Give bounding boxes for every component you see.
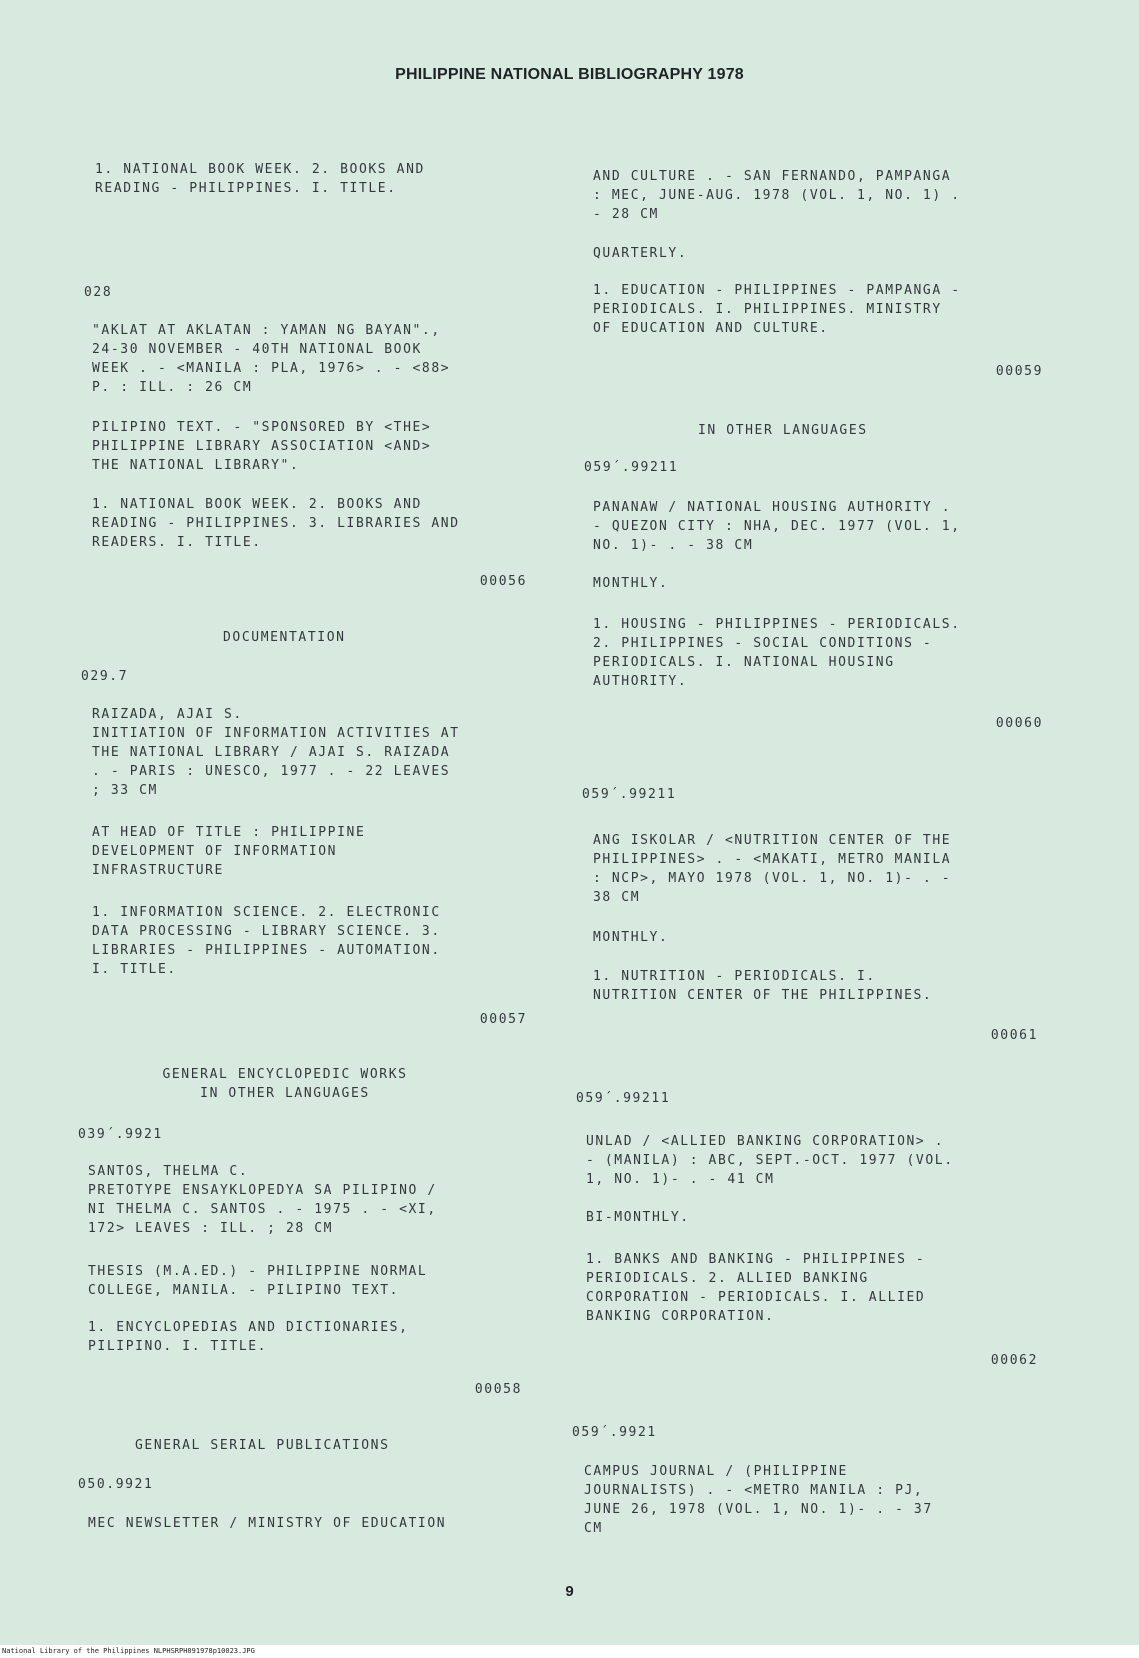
entry-citation: SANTOS, THELMA C. PRETOTYPE ENSAYKLOPEDYA SA PILIPINO / NI THELMA C. SANTOS . - 1975 . - <XI, 172> LEAVES : ILL. ; 28 CM <box>88 1164 437 1236</box>
entry-note: MONTHLY. <box>593 930 669 945</box>
entry-citation: AND CULTURE . - SAN FERNANDO, PAMPANGA : MEC, JUNE-AUG. 1978 (VOL. 1, NO. 1) . - 28 CM <box>593 169 961 222</box>
entry-number: 00060 <box>995 716 1043 731</box>
section-heading: DOCUMENTATION <box>223 630 346 645</box>
section-heading: IN OTHER LANGUAGES <box>698 423 868 438</box>
class-number: 039´.9921 <box>78 1127 163 1142</box>
entry-number: 00058 <box>474 1382 522 1397</box>
subject-headings: 1. NATIONAL BOOK WEEK. 2. BOOKS AND READING - PHILIPPINES. 3. LIBRARIES AND READERS. I. TITLE. <box>92 497 460 550</box>
class-number: 059´.9921 <box>572 1425 657 1440</box>
entry-number: 00062 <box>990 1353 1038 1368</box>
subject-headings: 1. NATIONAL BOOK WEEK. 2. BOOKS AND READING - PHILIPPINES. I. TITLE. <box>95 162 425 196</box>
entry-number: 00059 <box>995 364 1043 379</box>
entry-citation: RAIZADA, AJAI S. INITIATION OF INFORMATION ACTIVITIES AT THE NATIONAL LIBRARY / AJAI S. RAIZADA . - PARIS : UNESCO, 1977 . - 22 LEAVES ; 33 CM <box>92 707 460 798</box>
entry-number: 00057 <box>479 1012 527 1027</box>
entry-number: 00061 <box>990 1028 1038 1043</box>
right-column <box>572 0 1063 1600</box>
entry-note: AT HEAD OF TITLE : PHILIPPINE DEVELOPMENT OF INFORMATION INFRASTRUCTURE <box>92 825 366 878</box>
subject-headings: 1. ENCYCLOPEDIAS AND DICTIONARIES, PILIPINO. I. TITLE. <box>88 1320 409 1354</box>
entry-note: QUARTERLY. <box>593 246 688 261</box>
class-number: 059´.99211 <box>576 1091 671 1106</box>
entry-note: BI-MONTHLY. <box>586 1210 690 1225</box>
entry-note: PILIPINO TEXT. - "SPONSORED BY <THE> PHILIPPINE LIBRARY ASSOCIATION <AND> THE NATIONAL LIBRARY". <box>92 420 432 473</box>
subject-headings: 1. NUTRITION - PERIODICALS. I. NUTRITION CENTER OF THE PHILIPPINES. <box>593 969 933 1003</box>
entry-citation: ANG ISKOLAR / <NUTRITION CENTER OF THE PHILIPPINES> . - <MAKATI, METRO MANILA : NCP>, MAYO 1978 (VOL. 1, NO. 1)- . - 38 CM <box>593 833 952 905</box>
entry-note: THESIS (M.A.ED.) - PHILIPPINE NORMAL COLLEGE, MANILA. - PILIPINO TEXT. <box>88 1264 428 1298</box>
entry-citation: CAMPUS JOURNAL / (PHILIPPINE JOURNALISTS) . - <METRO MANILA : PJ, JUNE 26, 1978 (VOL. 1, NO. 1)- . - 37 CM <box>584 1464 933 1536</box>
subject-headings: 1. BANKS AND BANKING - PHILIPPINES - PERIODICALS. 2. ALLIED BANKING CORPORATION - PERIODICALS. I. ALLIED BANKING CORPORATION. <box>586 1252 926 1324</box>
footer-caption: National Library of the Philippines NLPHSRPH091978p10023.JPG <box>0 1645 1139 1658</box>
entry-citation: UNLAD / <ALLIED BANKING CORPORATION> . - (MANILA) : ABC, SEPT.-OCT. 1977 (VOL. 1, NO. 1)- . - 41 CM <box>586 1134 954 1187</box>
class-number: 029.7 <box>81 669 129 684</box>
page-title: PHILIPPINE NATIONAL BIBLIOGRAPHY 1978 <box>395 66 744 83</box>
section-heading: GENERAL ENCYCLOPEDIC WORKS IN OTHER LANGUAGES <box>162 1067 408 1101</box>
subject-headings: 1. HOUSING - PHILIPPINES - PERIODICALS. 2. PHILIPPINES - SOCIAL CONDITIONS - PERIODICALS. I. NATIONAL HOUSING AUTHORITY. <box>593 617 961 689</box>
class-number: 059´.99211 <box>582 787 677 802</box>
page-number: 9 <box>565 1583 574 1600</box>
class-number: 050.9921 <box>78 1477 154 1492</box>
entry-citation: PANANAW / NATIONAL HOUSING AUTHORITY . - QUEZON CITY : NHA, DEC. 1977 (VOL. 1, NO. 1)- . - 38 CM <box>593 500 961 553</box>
class-number: 059´.99211 <box>584 460 679 475</box>
entry-note: MONTHLY. <box>593 576 669 591</box>
subject-headings: 1. INFORMATION SCIENCE. 2. ELECTRONIC DATA PROCESSING - LIBRARY SCIENCE. 3. LIBRARIES - PHILIPPINES - AUTOMATION. I. TITLE. <box>92 905 441 977</box>
class-number: 028 <box>84 285 113 300</box>
left-column <box>78 0 535 1600</box>
entry-citation: MEC NEWSLETTER / MINISTRY OF EDUCATION <box>88 1516 447 1531</box>
subject-headings: 1. EDUCATION - PHILIPPINES - PAMPANGA - PERIODICALS. I. PHILIPPINES. MINISTRY OF EDUCATION AND CULTURE. <box>593 283 961 336</box>
section-heading: GENERAL SERIAL PUBLICATIONS <box>135 1438 390 1453</box>
entry-citation: "AKLAT AT AKLATAN : YAMAN NG BAYAN"., 24-30 NOVEMBER - 40TH NATIONAL BOOK WEEK . - <MANILA : PLA, 1976> . - <88> P. : ILL. : 26 CM <box>92 323 451 395</box>
entry-number: 00056 <box>479 574 527 589</box>
